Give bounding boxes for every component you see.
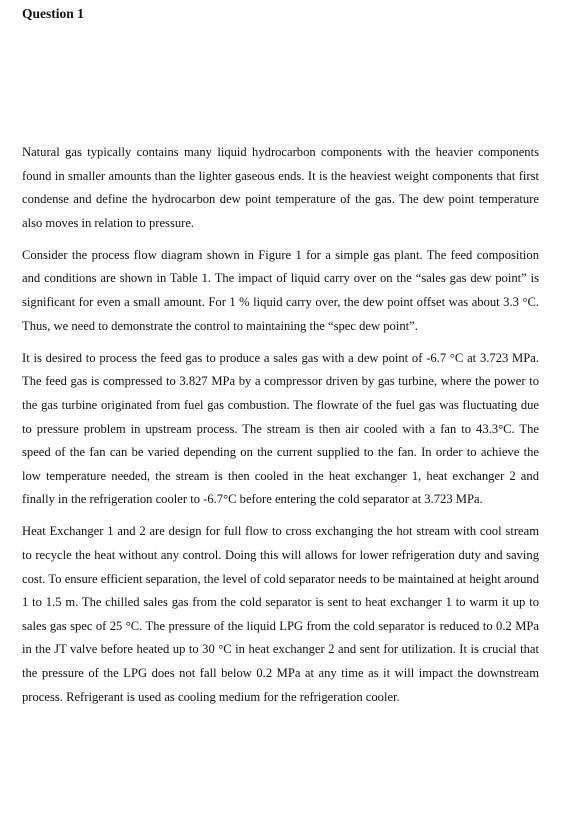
paragraph-1: Natural gas typically contains many liquid hydrocarbon components with the heavier components found in smaller amounts than the lighter gaseous ends. It is the heaviest weight components that first condense and define the hydrocarbon dew point temperature of the gas. The dew point temperature also moves in relation to pressure. xyxy=(22,145,539,230)
question-heading: Question 1 xyxy=(22,6,84,21)
paragraph-4: Heat Exchanger 1 and 2 are design for full flow to cross exchanging the hot stream with cool stream to recycle the heat without any control. Doing this will allows for lower refrigeration duty and saving cost. To ensure efficient separation, the level of cold separator needs to be maintained at height around 1 to 1.5 m. The chilled sales gas from the cold separator is sent to heat exchanger 1 to warm it up to sales gas spec of 25 °C. The pressure of the liquid LPG from the cold separator is reduced to 0.2 MPa in the JT valve before heated up to 30 °C in heat exchanger 2 and sent for utilization. It is crucial that the pressure of the LPG does not fall below 0.2 MPa at any time as it will impact the downstream process. Refrigerant is used as cooling medium for the refrigeration cooler. xyxy=(22,524,539,704)
question-body xyxy=(22,141,539,718)
paragraph-2: Consider the process flow diagram shown in Figure 1 for a simple gas plant. The feed composition and conditions are shown in Table 1. The impact of liquid carry over on the “sales gas dew point” is significant for even a small amount. For 1 % liquid carry over, the dew point offset was about 3.3 °C. Thus, we need to demonstrate the control to maintaining the “spec dew point”. xyxy=(22,247,539,333)
paragraph-3: It is desired to process the feed gas to produce a sales gas with a dew point of -6.7 °C at 3.723 MPa. The feed gas is compressed to 3.827 MPa by a compressor driven by gas turbine, where the power to the gas turbine originated from fuel gas combustion. The flowrate of the fuel gas was fluctuating due to pressure problem in upstream process. The stream is then air cooled with a fan to 43.3°C. The speed of the fan can be varied depending on the current supplied to the fan. In order to achieve the low temperature needed, the stream is then cooled in the heat exchanger 1, heat exchanger 2 and finally in the refrigeration cooler to -6.7°C before entering the cold separator at 3.723 MPa. xyxy=(22,350,539,507)
